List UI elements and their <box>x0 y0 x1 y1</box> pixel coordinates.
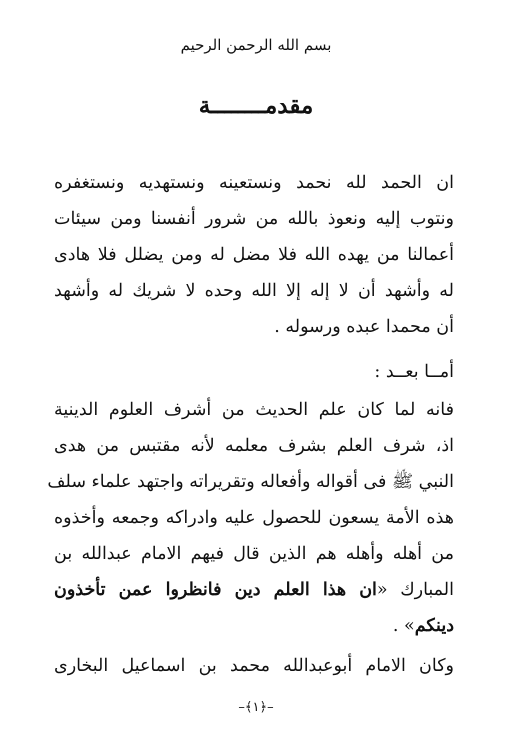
quote-bold-text: ان هذا العلم دين فانظروا عمن تأخذون <box>54 580 377 600</box>
text-line <box>54 608 454 644</box>
text-line: له وأشهد أن لا إله إلا الله وحده لا شريك له وأشهد <box>54 281 454 301</box>
text-line <box>54 572 454 608</box>
quote-prefix: المبارك « <box>376 580 454 600</box>
text-line: ونتوب إليه ونعوذ بالله من شرور أنفسنا ومن سيئات <box>54 209 454 229</box>
text-line: اذ، شرف العلم بشرف معلمه لأنه مقتبس من هدى <box>54 436 454 456</box>
text-line: هذه الأمة يسعون للحصول عليه وادراكه وجمعه وأخذوه <box>54 508 454 528</box>
text-line: فانه لما كان علم الحديث من أشرف العلوم الدينية <box>54 400 454 420</box>
text-line: وكان الامام أبوعبدالله محمد بن اسماعيل البخارى <box>54 656 454 676</box>
quote-bold-text: دينكم <box>414 616 454 636</box>
page-title: مقدمــــــــة <box>198 92 314 119</box>
text-line: النبي ﷺ فى أقواله وأفعاله وتقريراته واجتهد علماء سلف <box>47 472 454 492</box>
page-number: –﴿١﴾– <box>238 700 274 715</box>
main-paragraph <box>47 392 454 644</box>
quote-suffix: » . <box>392 616 415 636</box>
text-line: أعمالنا من يهده الله فلا مضل له ومن يضلل فلا هادى <box>54 245 454 265</box>
amma-baad-heading: أمــا بعــد : <box>374 362 454 382</box>
text-line: أن محمدا عبده ورسوله . <box>274 317 454 337</box>
text-line: ان الحمد لله نحمد ونستعينه ونستهديه ونستغفره <box>54 173 454 193</box>
third-paragraph <box>54 648 454 684</box>
intro-paragraph <box>54 165 454 345</box>
basmala: بسم الله الرحمن الرحيم <box>180 36 332 54</box>
text-line: من أهله وأهله هم الذين قال فيهم الامام عبدالله بن <box>54 544 454 564</box>
